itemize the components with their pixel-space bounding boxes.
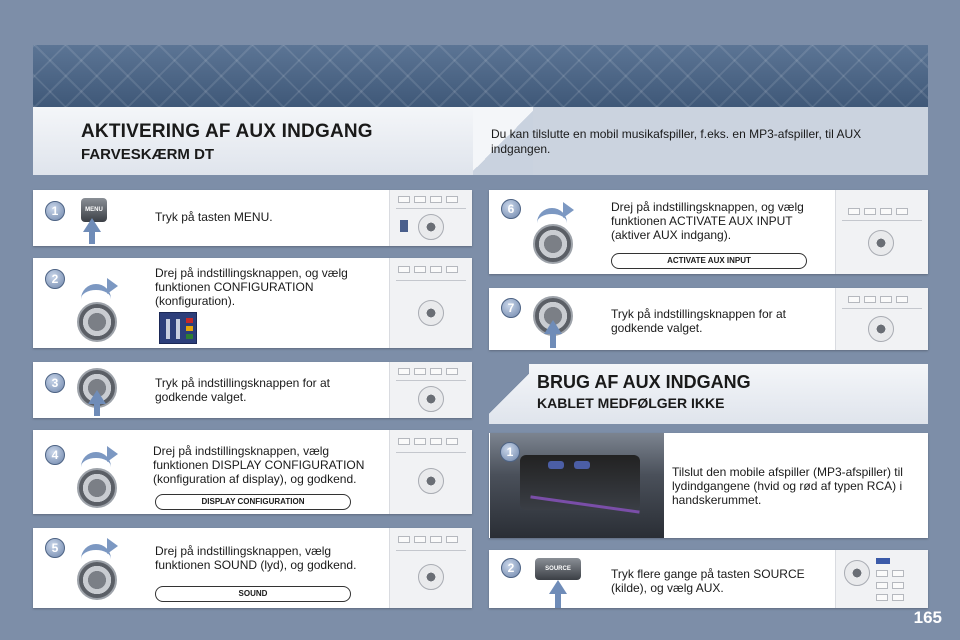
- rotate-arrowhead-icon: [107, 538, 118, 554]
- step-number-badge: 5: [45, 538, 65, 558]
- header-banner: [33, 45, 928, 107]
- source-button-icon: SOURCE: [535, 558, 581, 580]
- display-configuration-label: DISPLAY CONFIGURATION: [155, 494, 351, 510]
- step-number-badge: 2: [501, 558, 521, 578]
- usage-title: BRUG AF AUX INDGANG: [537, 372, 751, 392]
- rotate-arrowhead-icon: [107, 446, 118, 462]
- step-number-badge: 1: [45, 201, 65, 221]
- selector-knob-icon: [77, 468, 117, 508]
- page-title: AKTIVERING AF AUX INDGANG: [81, 121, 373, 142]
- step-text: Drej på indstillingsknappen, og vælg funktionen CONFIGURATION (konfiguration).: [155, 266, 348, 308]
- step-4-card: [33, 430, 472, 514]
- sound-label: SOUND: [155, 586, 351, 602]
- control-panel-image: [389, 190, 472, 246]
- step-text: Drej på indstillingsknappen, vælg funktionen SOUND (lyd), og godkend.: [155, 544, 357, 572]
- rotate-arrowhead-icon: [107, 278, 118, 294]
- step-number-badge: 6: [501, 199, 521, 219]
- control-panel-image: [389, 258, 472, 348]
- press-arrow-icon: [550, 332, 556, 348]
- step-text: Tryk på indstillingsknappen for at godkende valget.: [611, 307, 786, 335]
- step-number-badge: 2: [45, 269, 65, 289]
- rotate-arrowhead-icon: [563, 202, 574, 218]
- control-panel-image: [389, 528, 472, 608]
- press-arrow-icon: [94, 402, 100, 416]
- control-panel-image: [389, 362, 472, 418]
- selector-knob-icon: [533, 224, 573, 264]
- step-6-card: [489, 190, 928, 274]
- press-arrow-icon: [89, 230, 95, 244]
- step-text: Tryk på indstillingsknappen for at godkende valget.: [155, 376, 330, 404]
- step-3-card: [33, 362, 472, 418]
- step-number-badge: 1: [500, 442, 520, 462]
- press-arrowhead-icon: [544, 320, 562, 334]
- step-text: Drej på indstillingsknappen, vælg funktionen DISPLAY CONFIGURATION (konfiguration af display), og godkend.: [153, 444, 365, 486]
- selector-knob-icon: [77, 560, 117, 600]
- page-subtitle: FARVESKÆRM DT: [81, 146, 215, 163]
- control-panel-image: [835, 190, 928, 274]
- step-7-card: [489, 288, 928, 350]
- menu-button-icon: MENU: [81, 198, 107, 222]
- step-number-badge: 4: [45, 445, 65, 465]
- step-2-card: [33, 258, 472, 348]
- usage-title-divider: [489, 364, 529, 424]
- audio-panel-image: [835, 550, 928, 608]
- press-arrow-icon: [555, 592, 561, 608]
- step-5-card: [33, 528, 472, 608]
- press-arrowhead-icon: [549, 580, 567, 594]
- step-1-card: [33, 190, 472, 246]
- step-number-badge: 7: [501, 298, 521, 318]
- title-panel: [33, 107, 928, 175]
- usage-subtitle: KABLET MEDFØLGER IKKE: [537, 395, 725, 411]
- press-arrowhead-icon: [83, 218, 101, 232]
- step-text: Tilslut den mobile afspiller (MP3-afspiller) til lydindgangene (hvid og rød af typen RCA) i handskerummet.: [672, 465, 903, 507]
- step-text: Drej på indstillingsknappen, og vælg funktionen ACTIVATE AUX INPUT (aktiver AUX indgang).: [611, 200, 804, 242]
- usage-title-panel: [489, 364, 928, 424]
- intro-text: Du kan tilslutte en mobil musikafspiller, f.eks. en MP3-afspiller, til AUX indgangen.: [491, 127, 862, 156]
- step-text: Tryk på tasten MENU.: [155, 210, 273, 224]
- usage-step-2-card: [489, 550, 928, 608]
- activate-aux-input-label: ACTIVATE AUX INPUT: [611, 253, 807, 269]
- selector-knob-icon: [77, 302, 117, 342]
- control-panel-image: [389, 430, 472, 514]
- press-arrowhead-icon: [88, 390, 106, 404]
- step-number-badge: 3: [45, 373, 65, 393]
- control-panel-image: [835, 288, 928, 350]
- page-number: 165: [913, 608, 942, 627]
- step-text: Tryk flere gange på tasten SOURCE (kilde), og vælg AUX.: [611, 567, 805, 595]
- configuration-icon: [159, 312, 197, 344]
